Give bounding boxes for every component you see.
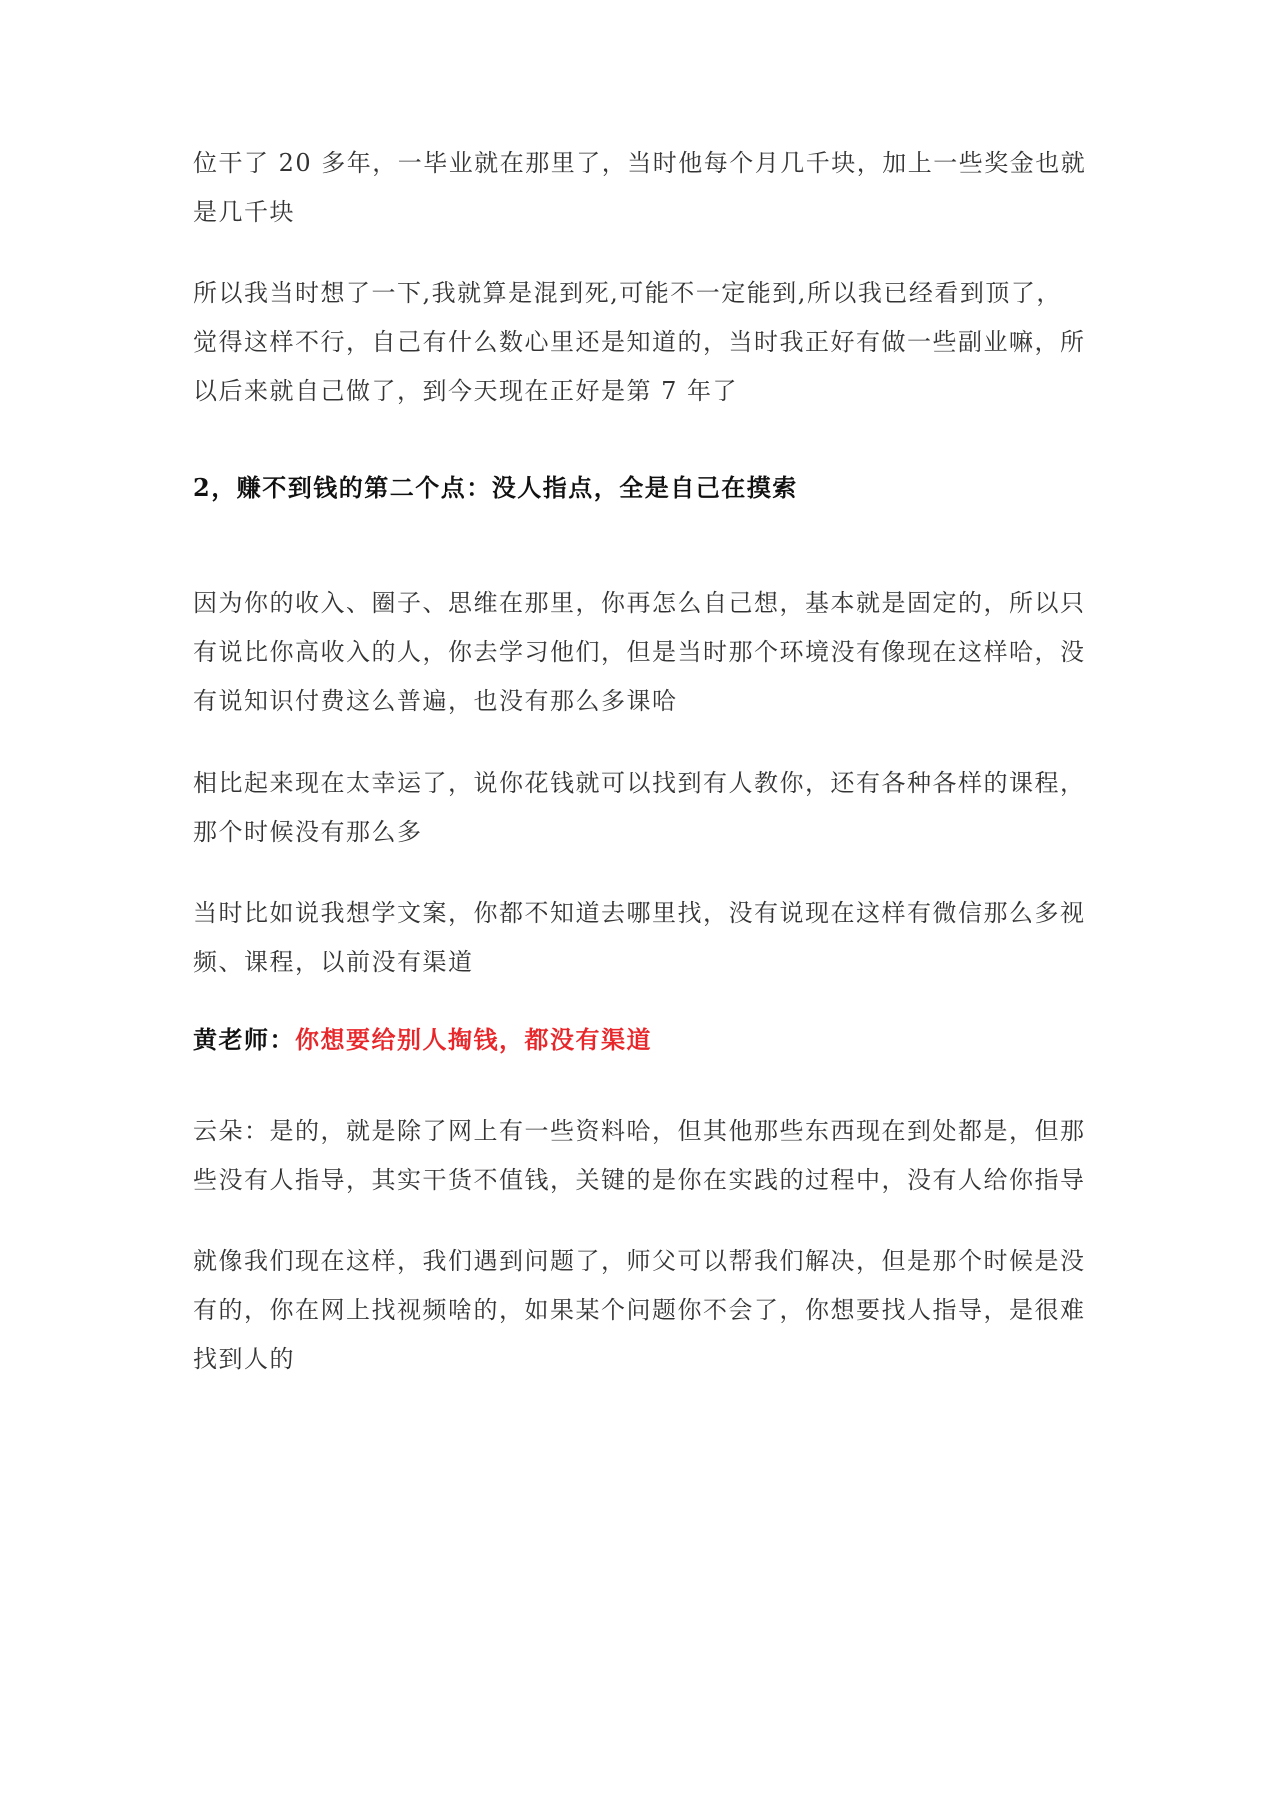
paragraph-line: 那个时候没有那么多 [193,818,423,846]
paragraph-line: 位干了 20 多年，一毕业就在那里了，当时他每个月几千块，加上一些奖金也就 [193,149,1087,177]
paragraph-line: 相比起来现在太幸运了，说你花钱就可以找到有人教你，还有各种各样的课程， [193,769,1086,797]
quote-speaker: 黄老师： [193,1025,295,1054]
paragraph-6 [193,1107,1085,1205]
section-heading: 2，赚不到钱的第二个点：没人指点，全是自己在摸索 [193,473,798,502]
paragraph-4 [193,759,1085,857]
quote-line-content [193,1015,1085,1065]
paragraph-line: 所以我当时想了一下,我就算是混到死,可能不一定能到,所以我已经看到顶了， [193,279,1062,307]
quote-line [193,1015,1085,1065]
paragraph-line: 就像我们现在这样，我们遇到问题了，师父可以帮我们解决，但是那个时候是没 [193,1247,1086,1275]
paragraph-line: 频、课程，以前没有渠道 [193,948,474,976]
paragraph-line: 些没有人指导，其实干货不值钱，关键的是你在实践的过程中，没有人给你指导 [193,1166,1086,1194]
paragraph-line: 以后来就自己做了，到今天现在正好是第 7 年了 [193,377,739,405]
paragraph-line: 有的，你在网上找视频啥的，如果某个问题你不会了，你想要找人指导，是很难 [193,1296,1086,1324]
paragraph-line: 找到人的 [193,1345,295,1373]
paragraph-5 [193,889,1085,987]
paragraph-line: 云朵：是的，就是除了网上有一些资料哈，但其他那些东西现在到处都是，但那 [193,1117,1086,1145]
paragraph-line: 觉得这样不行，自己有什么数心里还是知道的，当时我正好有做一些副业嘛，所 [193,328,1086,356]
paragraph-1 [193,139,1085,237]
paragraph-line: 有说知识付费这么普遍，也没有那么多课哈 [193,687,678,715]
quote-highlight: 你想要给别人掏钱，都没有渠道 [295,1025,652,1054]
paragraph-7 [193,1237,1085,1384]
paragraph-3 [193,579,1085,726]
paragraph-2 [193,269,1085,416]
paragraph-line: 有说比你高收入的人，你去学习他们，但是当时那个环境没有像现在这样哈，没 [193,638,1086,666]
paragraph-line: 当时比如说我想学文案，你都不知道去哪里找，没有说现在这样有微信那么多视 [193,899,1086,927]
paragraph-line: 因为你的收入、圈子、思维在那里，你再怎么自己想，基本就是固定的，所以只 [193,589,1086,617]
paragraph-line: 是几千块 [193,198,295,226]
